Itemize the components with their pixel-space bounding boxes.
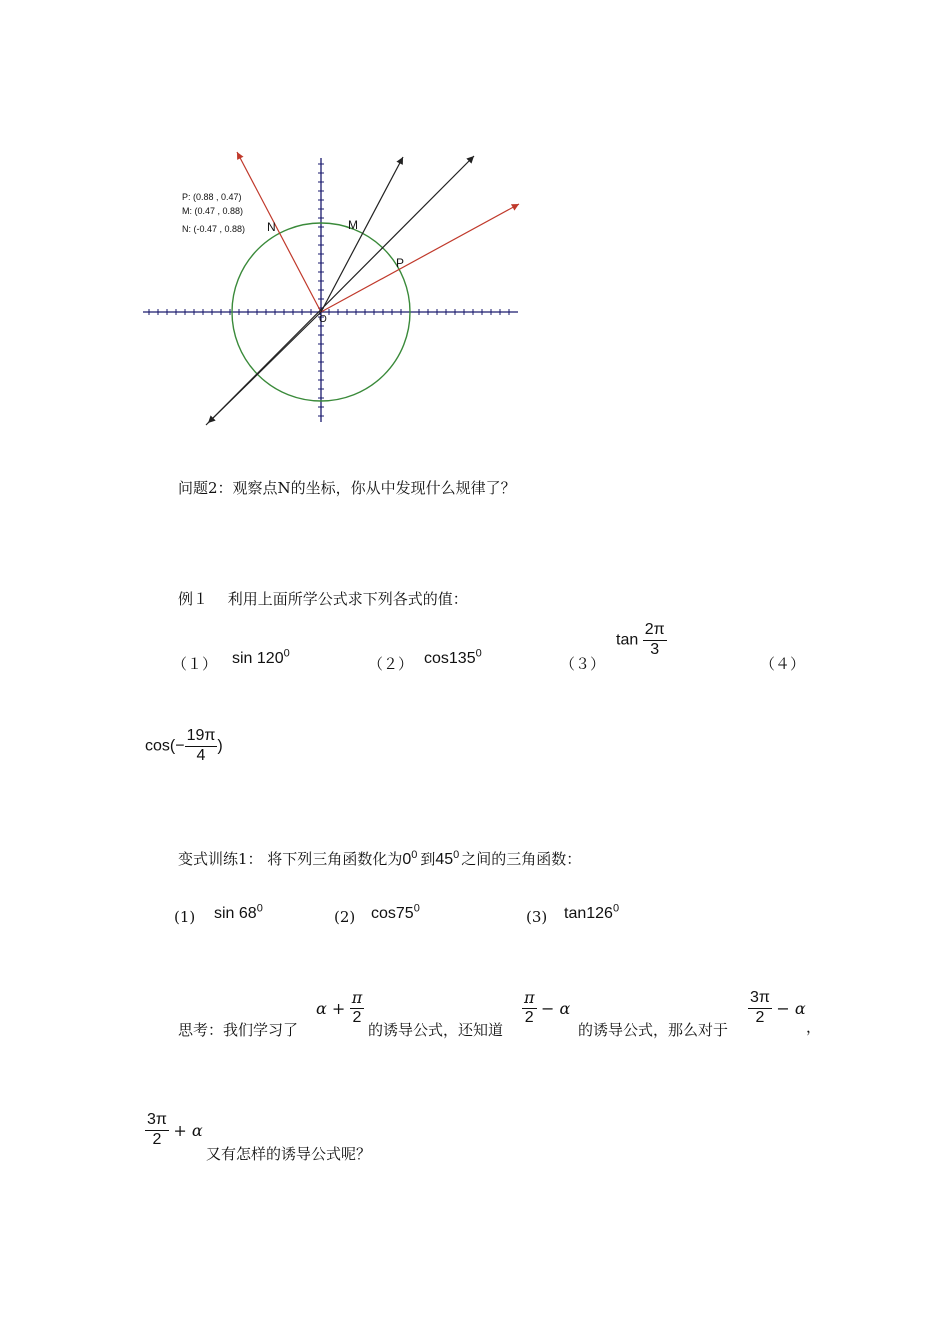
variant-1-item-1-expr: $\sin 68^0$ — [214, 902, 263, 922]
n-coordinate: N: (-0.47 , 0.88) — [182, 224, 246, 234]
think-suffix: 又有怎样的诱导公式呢？ — [206, 1145, 372, 1163]
variant-1-item-3-label: (3) — [526, 908, 548, 926]
point-n-label: N — [267, 220, 276, 234]
example-1-item-1-expr: $\sin 120^0$ — [232, 647, 290, 667]
example-1-item-2-expr: $\cos 135^0$ — [424, 647, 482, 667]
example-1-item-4-label: （４） — [760, 655, 806, 673]
ray-m — [321, 157, 403, 312]
unit-circle-figure — [140, 150, 530, 430]
example-1-item-3-label: （３） — [560, 655, 606, 673]
example-1-item-2-label: （２） — [368, 655, 414, 673]
variant-1-item-2-label: (2) — [334, 908, 356, 926]
point-o-label: O — [319, 314, 327, 325]
think-mid-1: 的诱导公式，还知道 — [368, 1021, 504, 1039]
point-p-label: P — [396, 256, 405, 270]
ray-n — [237, 152, 321, 312]
variant-1-item-3-expr: $\tan 126^0$ — [564, 902, 620, 922]
point-m-label: M — [348, 218, 358, 232]
example-1-item-1-label: （１） — [172, 655, 218, 673]
example-1-heading: 例１ 利用上面所学公式求下列各式的值： — [178, 590, 468, 608]
think-expr-3: $\frac{3\pi}{2}$ − α — [750, 989, 806, 1026]
variant-1-item-1-label: (1) — [174, 908, 196, 926]
think-expr-1: α + $\frac{\pi}{2}$ — [316, 988, 363, 1026]
m-coordinate: M: (0.47 , 0.88) — [182, 206, 244, 216]
example-1-item-3-expr: tan $\frac{2\pi}{3}$ — [616, 621, 665, 658]
p-coordinate: P: (0.88 , 0.47) — [182, 192, 242, 202]
example-1-item-4-expr: cos(− $\frac{19\pi}{4}$ ) — [145, 727, 223, 764]
think-expr-2: $\frac{\pi}{2}$ − α — [524, 988, 571, 1026]
variant-1-heading: 变式训练1： 将下列三角函数化为$0^0$ 到$45^0$ 之间的三角函数： — [178, 849, 582, 868]
question-2: 问题2：观察点N的坐标，你从中发现什么规律了？ — [178, 479, 516, 497]
think-expr-4: $\frac{3\pi}{2}$ + α — [147, 1111, 203, 1148]
think-comma: ， — [806, 1018, 822, 1036]
think-mid-2: 的诱导公式，那么对于 — [578, 1021, 729, 1039]
think-prefix: 思考：我们学习了 — [178, 1021, 299, 1039]
variant-1-item-2-expr: $\cos 75^0$ — [371, 902, 420, 922]
